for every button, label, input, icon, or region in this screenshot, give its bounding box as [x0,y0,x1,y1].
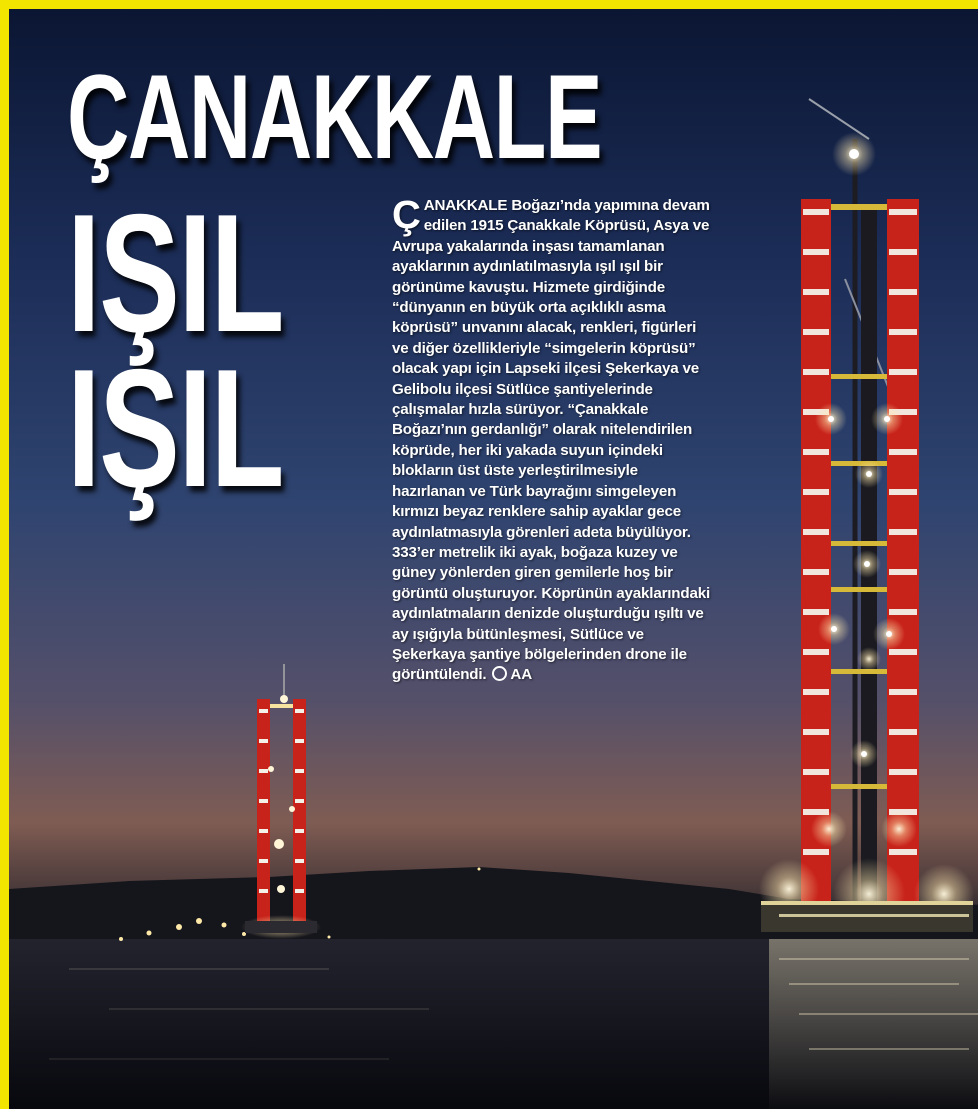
headline-line-2: IŞIL [67,179,284,367]
article-body: ANAKKALE Boğazı’nda yapımına devam edilen 1915 Çanakkale Köprüsü, Asya ve Avrupa yakalarında inşası tamamlanan ayaklarının aydınlatılmasıyla ışıl ışıl bir görünüme kavuştu. Hizmete girdiğinde “dünyanın en büyük orta açıklıklı asma köprüsü” unvanını alacak, renkleri, figürleri ve diğer özellikleriyle “simgelerin köprüsü” olacak yapı için Lapseki ilçesi Şekerkaya ve Gelibolu ilçesi Sütlüce şantiyelerinde çalışmalar hızla sürüyor. “Çanakkale Boğazı’nın gerdanlığı” olarak nitelendirilen köprüde, her iki yakada suyun içindeki blokların üst üste yerleştirilmesiyle hazırlanan ve Türk bayrağını simgeleyen kırmızı beyaz renklere sahip ayaklar gece aydınlatmasıyla görenleri adeta büyülüyor. 333’er metrelik iki ayak, boğaza kuzey ve güney yönlerden giren gemilerle hoş bir görüntü oluşturuyor. Köprünün ayaklarındaki aydınlatmaların denizde oluşturduğu ışıltı ve ay ışığıyla bütünleşmesi, Sütlüce ve Şekerkaya şantiye bölgelerinden drone ile görüntülendi. [392,197,710,684]
right-bridge-tower [759,99,974,932]
article-text [392,193,714,686]
source-bullet-icon [492,666,507,681]
drop-cap: Ç [392,193,421,237]
news-agency-credit: AA [510,666,532,684]
headline-line-3: IŞIL [67,334,284,522]
headline-line-1: ÇANAKKALE [67,50,602,184]
